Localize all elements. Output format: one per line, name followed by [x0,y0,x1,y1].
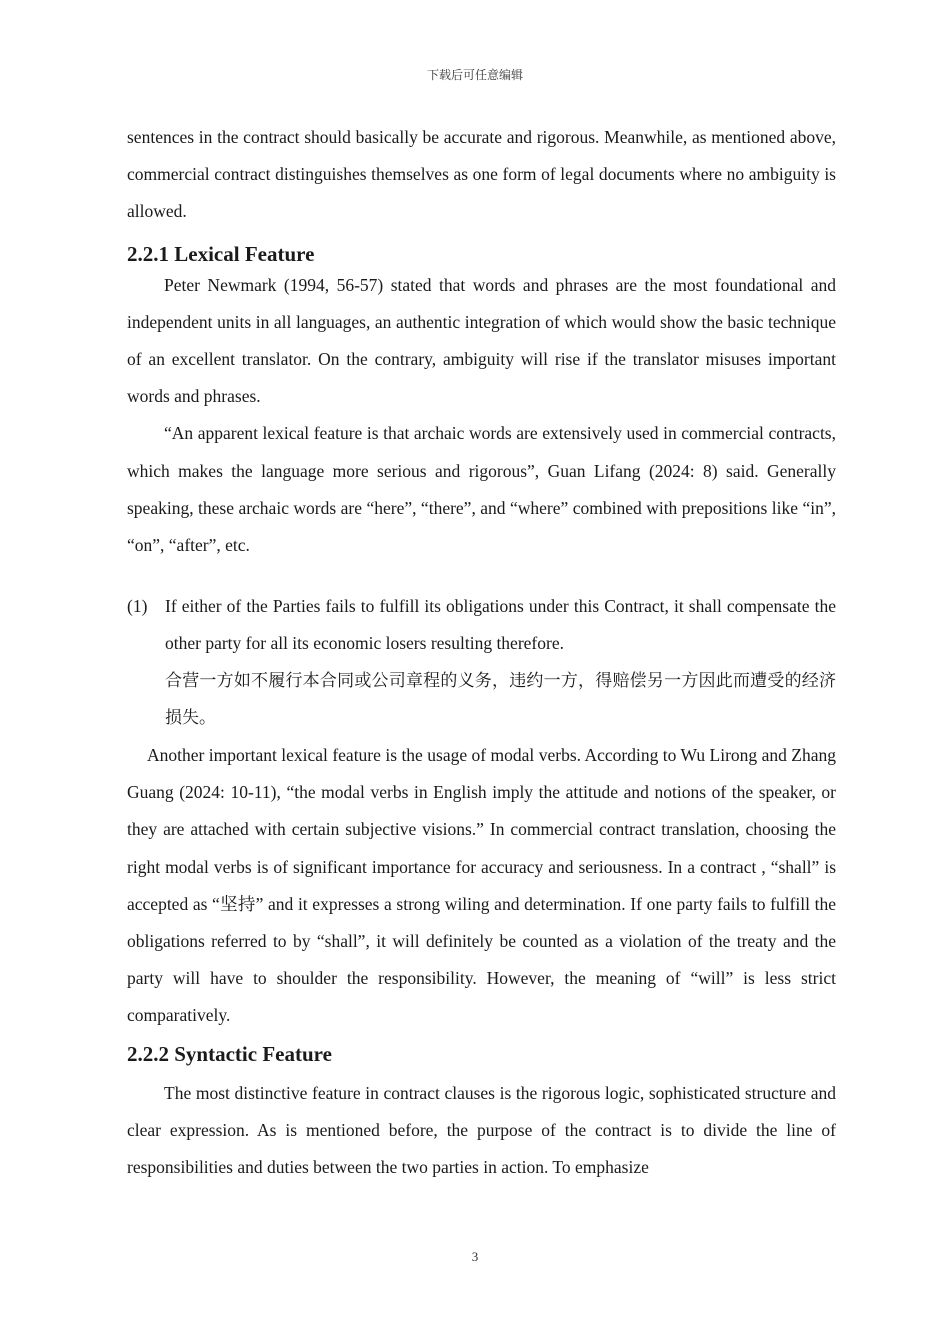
example-body [165,588,836,737]
page-number: 3 [471,1249,479,1264]
paragraph-archaic-words: “An apparent lexical feature is that archaic words are extensively used in commercial contracts, which makes the language more serious and rigorous”, Guan Lifang (2024: 8) said. Generally speaking, these archaic words are “here”, “there”, and “where” combined with prepositions like “in”, “on”, “after”, etc. [127,423,836,556]
page-header: 下载后可任意编辑 [426,68,523,82]
example-chinese: 合营一方如不履行本合同或公司章程的义务，违约一方，得赔偿另一方因此而遭受的经济损失。 [165,670,836,728]
section-heading-lexical: 2.2.1 Lexical Feature [127,241,315,266]
example-number: (1) [127,596,148,617]
example-item [127,588,836,737]
paragraph-newmark: Peter Newmark (1994, 56-57) stated that words and phrases are the most foundational and independent units in all languages, an authentic integration of which would show the basic technique of an excellent translator. On the contrary, ambiguity will rise if the translator misuses important words and phrases. [127,274,836,407]
paragraph-modal-verbs: Another important lexical feature is the usage of modal verbs. According to Wu Lirong and Zhang Guang (2024: 10-11), “the modal verbs in English imply the attitude and notions of the speaker, or they are attached with certain subjective visions.” In commercial contract translation, choosing the right modal verbs is of significant importance for accuracy and seriousness. In a contract , “shall” is accepted as “坚持” and it expresses a strong wiling and determination. If one party fails to fulfill the obligations referred to by “shall”, it will definitely be counted as a violation of the treaty and the party will have to shoulder the responsibility. However, the meaning of “will” is less strict comparatively. [127,745,836,1026]
paragraph-contract-clauses: The most distinctive feature in contract clauses is the rigorous logic, sophisticated structure and clear expression. As is mentioned before, the purpose of the contract is to divide the line of responsibilities and duties between the two parties in action. To emphasize [127,1082,836,1178]
example-english: If either of the Parties fails to fulfill its obligations under this Contract, it shall compensate the other party for all its economic losers resulting therefore. [165,596,836,654]
section-heading-syntactic: 2.2.2 Syntactic Feature [127,1041,332,1066]
document-body [127,119,836,1186]
paragraph-continuation: sentences in the contract should basically be accurate and rigorous. Meanwhile, as mentioned above, commercial contract distinguishes themselves as one form of legal documents where no ambiguity is allowed. [127,127,836,222]
